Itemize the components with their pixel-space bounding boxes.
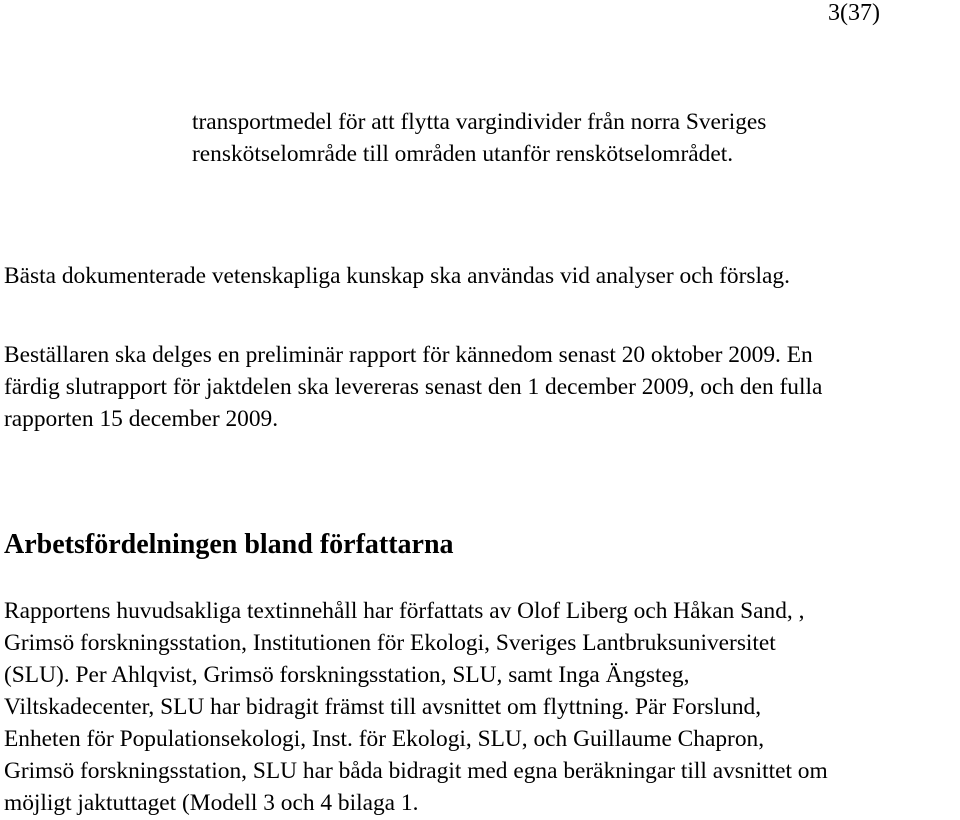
continuation-paragraph bbox=[192, 106, 766, 170]
section-heading: Arbetsfördelningen bland författarna bbox=[4, 529, 454, 560]
paragraph-line: möjligt jaktuttaget (Modell 3 och 4 bilaga 1. bbox=[4, 790, 419, 816]
authors-paragraph bbox=[4, 595, 828, 819]
paragraph-line: färdig slutrapport för jaktdelen ska levereras senast den 1 december 2009, och den fulla bbox=[4, 374, 823, 400]
paragraph-line: (SLU). Per Ahlqvist, Grimsö forskningsstation, SLU, samt Inga Ängsteg, bbox=[4, 662, 690, 688]
paragraph-line: Grimsö forskningsstation, SLU har båda bidragit med egna beräkningar till avsnittet om bbox=[4, 758, 828, 784]
paragraph-line: Enheten för Populationsekologi, Inst. för Ekologi, SLU, och Guillaume Chapron, bbox=[4, 726, 765, 752]
knowledge-paragraph bbox=[4, 260, 790, 292]
paragraph-line: Viltskadecenter, SLU har bidragit främst till avsnittet om flyttning. Pär Forslund, bbox=[4, 694, 762, 720]
paragraph-line: Grimsö forskningsstation, Institutionen för Ekologi, Sveriges Lantbruksuniversitet bbox=[4, 630, 776, 656]
paragraph-line: rapporten 15 december 2009. bbox=[4, 406, 279, 432]
page-number: 3(37) bbox=[828, 0, 880, 26]
paragraph-line: Rapportens huvudsakliga textinnehåll har författats av Olof Liberg och Håkan Sand, , bbox=[4, 598, 805, 624]
paragraph-line: Bästa dokumenterade vetenskapliga kunskap ska användas vid analyser och förslag. bbox=[4, 263, 790, 289]
paragraph-line: renskötselområde till områden utanför renskötselområdet. bbox=[192, 141, 734, 167]
deadlines-paragraph bbox=[4, 339, 822, 435]
paragraph-line: Beställaren ska delges en preliminär rapport för kännedom senast 20 oktober 2009. En bbox=[4, 342, 813, 368]
paragraph-line: transportmedel för att flytta vargindivider från norra Sveriges bbox=[192, 109, 767, 135]
